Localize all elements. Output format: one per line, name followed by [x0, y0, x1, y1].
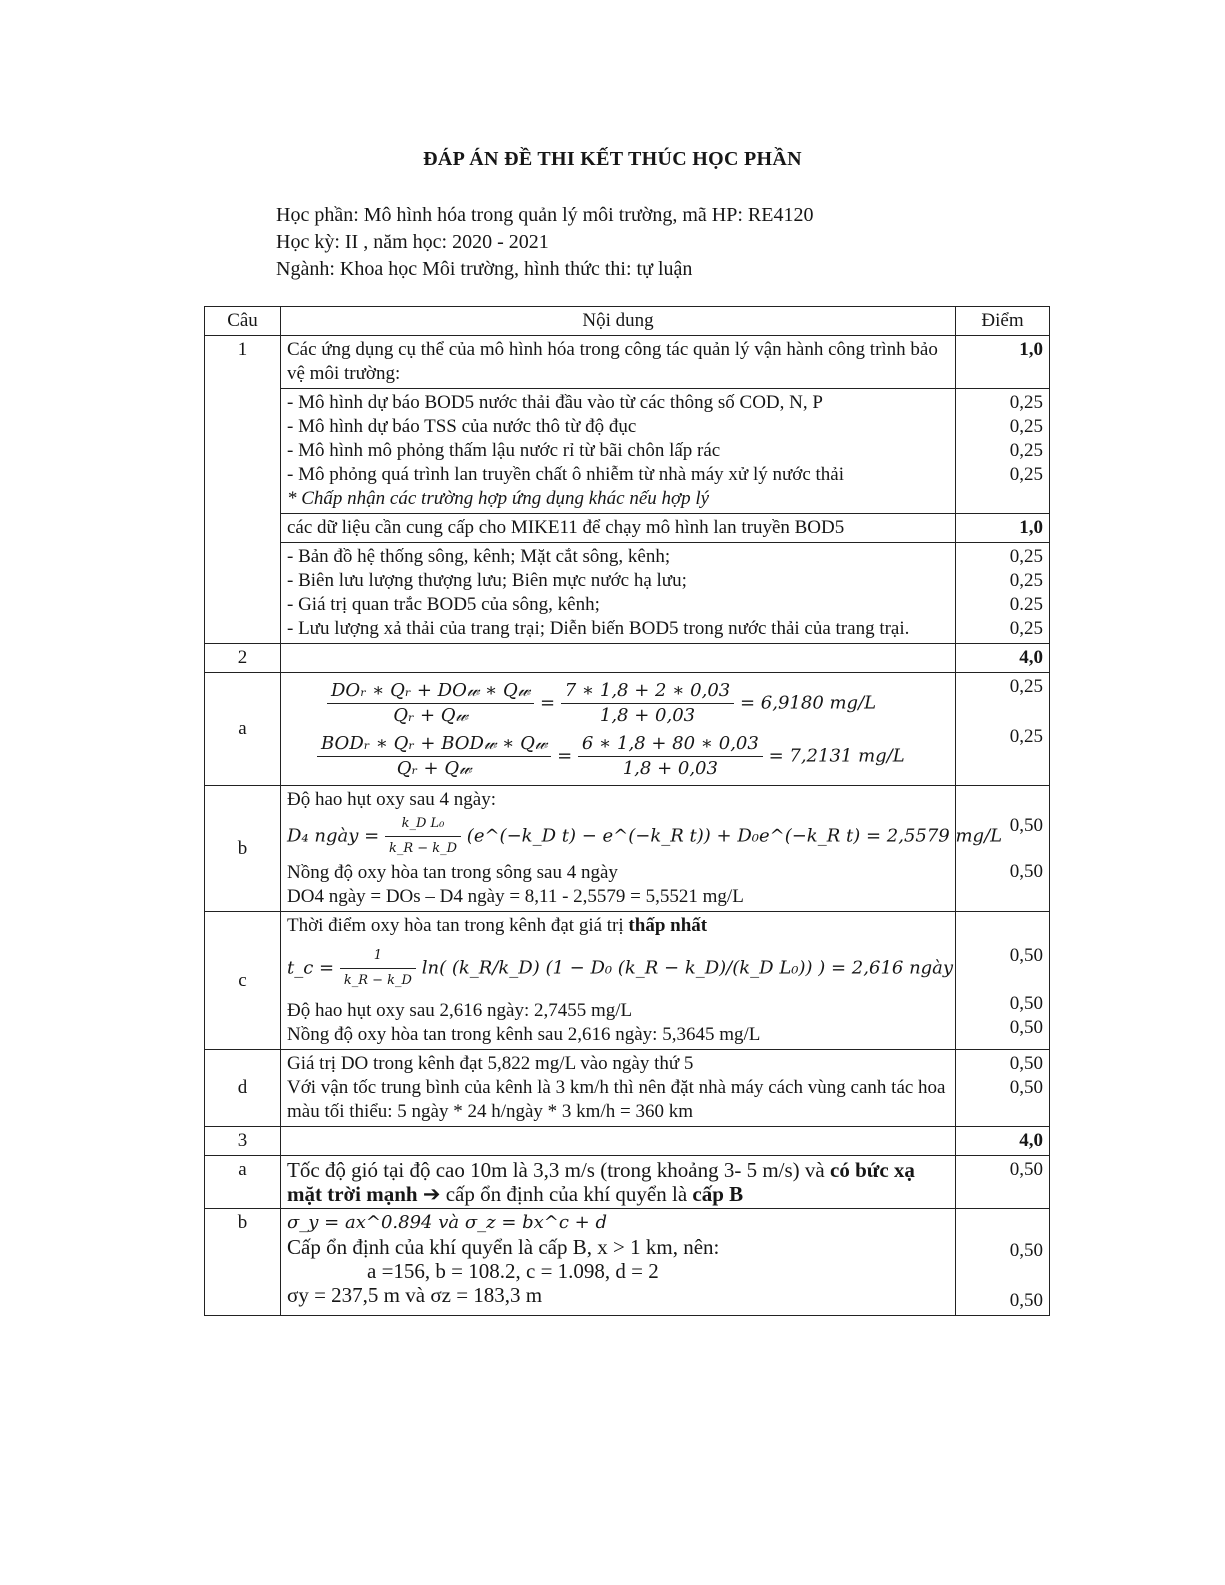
eq2-denominator-values: 1,8 + 0,03 [622, 758, 718, 779]
eq1-numerator: DOᵣ ∗ Qᵣ + DO𝓌 ∗ Q𝓌 [327, 679, 534, 704]
eq2-result: = 7,2131 mg/L [768, 745, 905, 767]
q3-number: 3 [205, 1127, 281, 1156]
q1-s1-scores [956, 389, 1050, 514]
dispersion-formula: σ_y = ax^0.894 và σ_z = bx^c + d [287, 1212, 608, 1233]
header-cau: Câu [205, 307, 281, 336]
q2b-line1: Độ hao hụt oxy sau 4 ngày: [287, 789, 496, 810]
eq2-numerator: BODᵣ ∗ Qᵣ + BOD𝓌 ∗ Q𝓌 [317, 732, 551, 757]
eq1-denominator: Qᵣ + Q𝓌 [393, 705, 468, 726]
list-item: - Biên lưu lượng thượng lưu; Biên mực nước hạ lưu; [287, 570, 687, 591]
q2c-line1 [287, 914, 949, 938]
table-header-row [205, 307, 1050, 336]
score-item: 0,25 [1009, 464, 1043, 485]
q2b-scores [956, 786, 1050, 912]
score-item: 0,50 [1009, 1290, 1043, 1311]
list-item: - Mô hình mô phỏng thấm lậu nước rỉ từ bãi chôn lấp rác [287, 440, 721, 461]
score-item: 0,50 [1009, 861, 1043, 882]
bod-mix-equation: $\frac{\text{BODᵣ ∗ Qᵣ + BOD𝓌 ∗ Q𝓌}}{\text{Qᵣ + Q𝓌}}$ = $\frac{6 ∗ 1,8 + 80 ∗ 0,03}{1,8 + 0,03}$ = 7,2131 mg/L [287, 730, 949, 783]
eq1-denominator-values: 1,8 + 0,03 [599, 705, 696, 726]
q2a-label: a [205, 673, 281, 786]
deficit-formula [287, 812, 1003, 861]
score-item: 0,50 [1009, 815, 1043, 836]
table-row [205, 912, 1050, 1050]
q1-s2-scores [956, 543, 1050, 644]
semester-line: Học kỳ: II , năm học: 2020 - 2021 [276, 231, 549, 253]
major-line: Ngành: Khoa học Môi trường, hình thức thi: tự luận [276, 258, 693, 280]
q2a-content [281, 673, 956, 786]
q1-s1-title: Các ứng dụng cụ thể của mô hình hóa trong công tác quản lý vận hành công trình bảo vệ môi trường: [281, 336, 956, 389]
q3a-label: a [205, 1156, 281, 1209]
q2d-content [281, 1050, 956, 1127]
q1-number: 1 [205, 336, 281, 644]
table-row [205, 644, 1050, 673]
deficit-lhs: D₄ ngày = [287, 825, 380, 847]
exam-info [276, 202, 813, 283]
q2c-line1-bold: thấp nhất [628, 915, 708, 936]
q2b-content [281, 786, 1003, 912]
q1-s2-score: 1,0 [956, 514, 1050, 543]
q1-s2-title: các dữ liệu cần cung cấp cho MIKE11 để chạy mô hình lan truyền BOD5 [281, 514, 956, 543]
q2d-label: d [205, 1050, 281, 1127]
arrow-right-icon: ➔ [422, 1182, 441, 1206]
q2c-line2: Độ hao hụt oxy sau 2,616 ngày: 2,7455 mg/L [287, 1000, 633, 1021]
eq2-numerator-values: 6 ∗ 1,8 + 80 ∗ 0,03 [578, 732, 763, 757]
q2c-content [281, 912, 956, 1050]
score-item: 0.25 [1009, 594, 1043, 615]
score-item: 0,25 [1009, 726, 1043, 747]
list-item: - Bản đồ hệ thống sông, kênh; Mặt cắt sông, kênh; [287, 546, 671, 567]
list-item: - Mô hình dự báo TSS của nước thô từ độ đục [287, 416, 637, 437]
table-row [205, 514, 1050, 543]
score-item: 0,50 [1009, 1240, 1043, 1261]
q3a-content [281, 1156, 956, 1209]
q2-number: 2 [205, 644, 281, 673]
q2-score: 4,0 [956, 644, 1050, 673]
score-item: 0,50 [1009, 1053, 1043, 1074]
tc-lhs: t_c = [287, 957, 335, 979]
q3-empty [281, 1127, 956, 1156]
q2b-label: b [205, 786, 281, 912]
tc-rhs: ln( (k_R/k_D) (1 − D₀ (k_R − k_D)/(k_D L₀)) ) = 2,616 ngày [421, 957, 954, 979]
deficit-frac-den: k_R − k_D [388, 841, 458, 856]
list-item: - Mô phỏng quá trình lan truyền chất ô nhiễm từ nhà máy xử lý nước thải [287, 464, 844, 485]
q3b-line3: σy = 237,5 m và σz = 183,3 m [287, 1283, 543, 1307]
answer-table [204, 306, 1050, 1316]
tc-frac-den: k_R − k_D [343, 973, 412, 988]
q2c-scores [956, 912, 1050, 1050]
q3b-line2: a =156, b = 108.2, c = 1.098, d = 2 [367, 1259, 659, 1283]
score-item: 0,25 [1009, 440, 1043, 461]
table-row [205, 1209, 1050, 1316]
q1-s2-items [281, 543, 956, 644]
list-item: - Mô hình dự báo BOD5 nước thải đầu vào từ các thông số COD, N, P [287, 392, 823, 413]
do-mix-equation: $\frac{\text{DOᵣ ∗ Qᵣ + DO𝓌 ∗ Q𝓌}}{\text{Qᵣ + Q𝓌}}$ = $\frac{7 ∗ 1,8 + 2 ∗ 0,03}{1,8 + 0,03}$ = 6,9180 mg/L [287, 675, 949, 730]
deficit-rhs: (e^(−k_D t) − e^(−k_R t)) + D₀e^(−k_R t) = 2,5579 mg/L [466, 825, 1003, 847]
score-item: 0,25 [1009, 570, 1043, 591]
q2a-scores [956, 673, 1050, 786]
q3b-line1: Cấp ổn định của khí quyển là cấp B, x > 1 km, nên: [287, 1235, 720, 1259]
q3-score: 4,0 [956, 1127, 1050, 1156]
score-item: 0,50 [1009, 945, 1043, 966]
q3b-scores [956, 1209, 1050, 1316]
q2d-scores [956, 1050, 1050, 1127]
q3b-label: b [205, 1209, 281, 1316]
q2d-line1: Giá trị DO trong kênh đạt 5,822 mg/L vào ngày thứ 5 [287, 1053, 694, 1074]
header-diem: Điểm [956, 307, 1050, 336]
eq1-result: = 6,9180 mg/L [739, 692, 877, 714]
score-item: 0,25 [1009, 416, 1043, 437]
course-line: Học phần: Mô hình hóa trong quản lý môi trường, mã HP: RE4120 [276, 204, 814, 226]
score-item: 0,25 [1009, 618, 1043, 639]
q3a-bold1: có bức xạ mặt trời mạnh [287, 1158, 915, 1206]
q1-note: * Chấp nhận các trường hợp ứng dụng khác nếu hợp lý [287, 488, 710, 509]
table-row [205, 543, 1050, 644]
q3a-score: 0,50 [956, 1156, 1050, 1209]
table-row [205, 389, 1050, 514]
eq2-denominator: Qᵣ + Q𝓌 [396, 758, 472, 779]
table-row [205, 786, 1050, 912]
q3a-text1: Tốc độ gió tại độ cao 10m là 3,3 m/s (trong khoảng 3- 5 m/s) và [287, 1158, 825, 1182]
list-item: - Giá trị quan trắc BOD5 của sông, kênh; [287, 594, 600, 615]
q2b-line2: Nồng độ oxy hòa tan trong sông sau 4 ngày [287, 862, 618, 883]
header-noidung: Nội dung [281, 307, 956, 336]
table-row [205, 1156, 1050, 1209]
q2c-label: c [205, 912, 281, 1050]
score-item: 0,25 [1009, 546, 1043, 567]
table-row [205, 336, 1050, 389]
q2-empty [281, 644, 956, 673]
score-item: 0,50 [1009, 1017, 1043, 1038]
list-item: - Lưu lượng xả thải của trang trại; Diễn biến BOD5 trong nước thải của trang trại. [287, 618, 910, 639]
score-item: 0,50 [1009, 1077, 1043, 1098]
q1-s1-items [281, 389, 956, 514]
page-title: ĐÁP ÁN ĐỀ THI KẾT THÚC HỌC PHẦN [423, 148, 802, 170]
tc-frac-num: 1 [340, 944, 416, 969]
critical-time-formula [287, 938, 954, 999]
q3a-bold2: cấp B [692, 1182, 744, 1206]
table-row [205, 1050, 1050, 1127]
q2d-line2: Với vận tốc trung bình của kênh là 3 km/h thì nên đặt nhà máy cách vùng canh tác hoa màu tối thiểu: 5 ngày * 24 h/ngày * 3 km/h = 360 km [287, 1077, 946, 1122]
q3a-text2: cấp ổn định của khí quyển là [445, 1182, 688, 1206]
eq1-numerator-values: 7 ∗ 1,8 + 2 ∗ 0,03 [561, 679, 735, 704]
table-row [205, 673, 1050, 786]
q1-s1-score: 1,0 [956, 336, 1050, 389]
q2c-line1-text: Thời điểm oxy hòa tan trong kênh đạt giá trị [287, 915, 624, 936]
q2c-line3: Nồng độ oxy hòa tan trong kênh sau 2,616 ngày: 5,3645 mg/L [287, 1024, 761, 1045]
score-item: 0,50 [1009, 993, 1043, 1014]
deficit-frac-num: k_D L₀ [385, 812, 461, 837]
table-row [205, 1127, 1050, 1156]
q3b-content [281, 1209, 956, 1316]
score-item: 0,25 [1009, 392, 1043, 413]
score-item: 0,25 [1009, 676, 1043, 697]
q2b-line3: DO4 ngày = DOs – D4 ngày = 8,11 - 2,5579 = 5,5521 mg/L [287, 886, 744, 907]
